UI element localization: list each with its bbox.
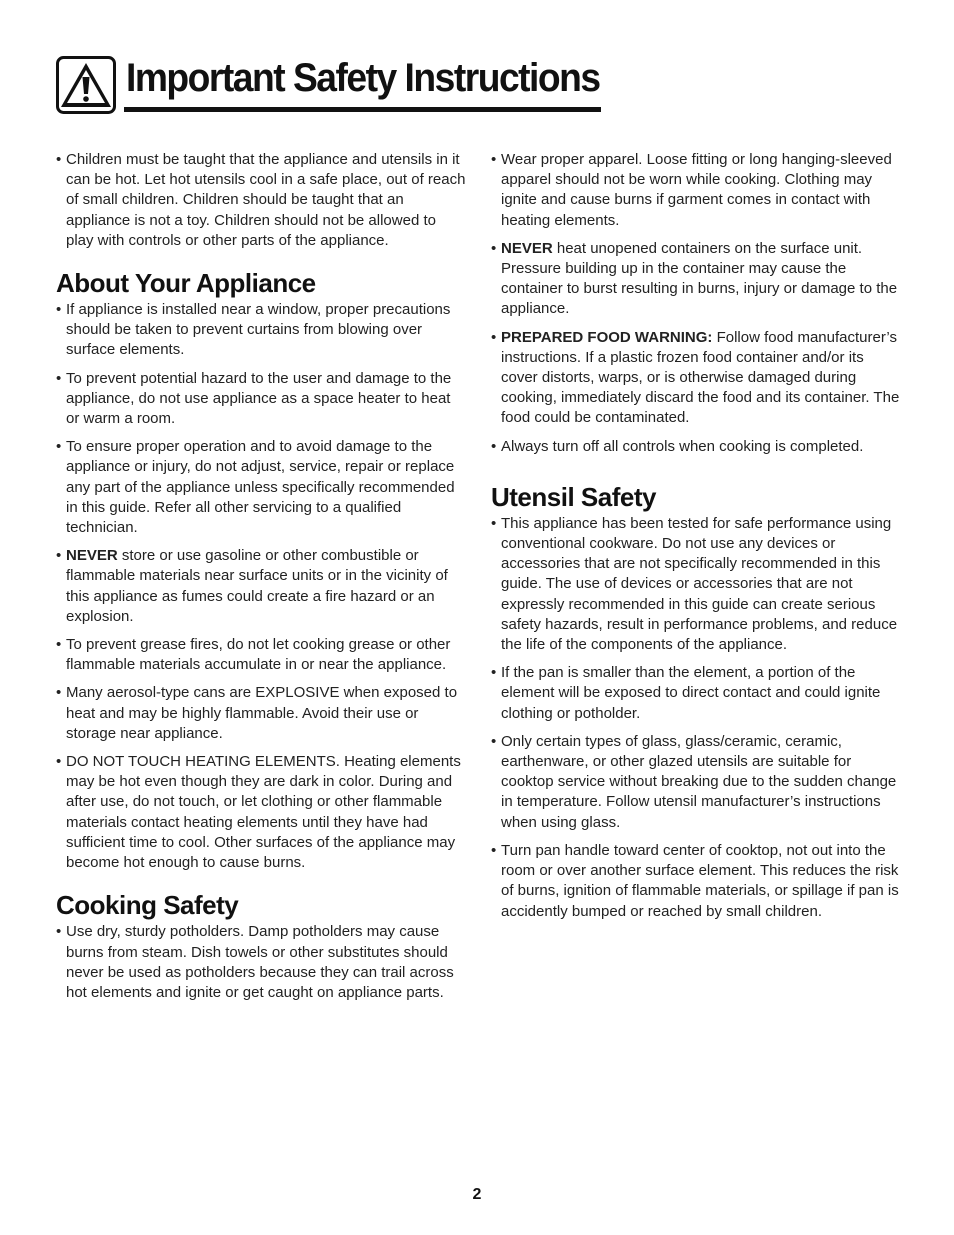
cooking-bullet-list [56,922,466,1003]
list-item [491,150,901,231]
list-item [491,732,901,833]
list-item [56,635,466,675]
bullet-text: DO NOT TOUCH HEATING ELEMENTS. Heating elements may be hot even though they are dark in color. During and after use, do not touch, or let clothing or other flammable materials contact heating elements until they have had sufficient time to cool. Other surfaces of the appliance may become hot enough to cause burns. [66,753,461,872]
bullet-emphasis: PREPARED FOOD WARNING: [501,328,713,346]
utensil-bullet-list [491,514,901,922]
section-title-about: About Your Appliance [56,268,316,299]
bullet-text: Turn pan handle toward center of cooktop, not out into the room or over another surface element. This reduces the risk of burns, ignition of flammable materials, or spillage if pan is accidently bumped or reached by small children. [501,841,899,920]
section-title-cooking: Cooking Safety [56,890,239,921]
bullet-text: To ensure proper operation and to avoid damage to the appliance or injury, do not adjust, service, repair or replace any part of the appliance unless specifically recommended in this guide. Refer all other servicing to a qualified technician. [66,438,455,537]
intro-bullet-list [56,150,466,251]
bullet-text: If appliance is installed near a window, proper precautions should be taken to prevent curtains from blowing over surface elements. [66,301,451,359]
list-item [56,752,466,873]
list-item [491,239,901,320]
warning-exclamation-icon [56,56,116,114]
bullet-text: Use dry, sturdy potholders. Damp potholders may cause burns from steam. Dish towels or other substitutes should never be used as potholders because they can trail across hot elements and ignite or get caught on appliance parts. [66,923,454,1001]
bullet-text: Children must be taught that the appliance and utensils in it can be hot. Let hot utensils cool in a safe place, out of reach of small children. Children should be taught that an appliance is not a toy. Children should not be allowed to play with controls or other parts of the appliance. [66,151,466,249]
right-column [491,150,901,930]
bullet-emphasis: NEVER [501,239,553,257]
bullet-text: To prevent grease fires, do not let cooking grease or other flammable materials accumulate in or near the appliance. [66,636,451,674]
bullet-text: Only certain types of glass, glass/ceramic, ceramic, earthenware, or other glazed utensils are suitable for cooktop service without breaking due to the sudden change in temperature. Follow utensil manufacturer’s instructions when using glass. [501,732,897,831]
bullet-text: This appliance has been tested for safe performance using conventional cookware. Do not use any devices or accessories that are not specifically recommended in this guide. The use of devices or accessories that are not expressly recommended in this guide can create serious safety hazards, result in performance problems, and reduce the life of the components of the appliance. [501,514,898,654]
section-title-utensil: Utensil Safety [491,481,656,512]
page-header [56,52,601,116]
bullet-text: Always turn off all controls when cooking is completed. [501,437,864,455]
list-item [491,437,901,457]
list-item [56,683,466,744]
bullet-text: Follow food manufacturer’s instructions. If a plastic frozen food container and/or its cover distorts, warps, or is otherwise damaged during cooking, immediately discard the food and its container. The food could be contaminated. [501,328,900,427]
about-bullet-list [56,300,466,873]
bullet-text: Many aerosol-type cans are EXPLOSIVE when exposed to heat and may be highly flammable. Avoid their use or storage near appliance. [66,684,458,742]
list-item [491,841,901,922]
bullet-text: If the pan is smaller than the element, a portion of the element will be exposed to direct contact and could ignite clothing or potholder. [501,664,881,722]
list-item [491,328,901,429]
list-item [56,437,466,538]
bullet-text: heat unopened containers on the surface unit. Pressure building up in the container may cause the container to burst resulting in burns, injury or damage to the appliance. [501,239,898,318]
list-item [56,546,466,627]
right-intro-bullet-list [491,150,901,457]
list-item [56,300,466,361]
bullet-text: To prevent potential hazard to the user and damage to the appliance, do not use appliance as a space heater to heat or warm a room. [66,369,452,428]
bullet-emphasis: NEVER [66,547,118,565]
list-item [56,369,466,430]
bullet-text: store or use gasoline or other combustible or flammable materials near surface units or in the vicinity of this appliance as fumes could create a fire hazard or an explosion. [66,547,448,625]
title-underline [124,107,601,112]
list-item [56,150,466,251]
list-item [56,922,466,1003]
page-title: Important Safety Instructions [126,56,600,100]
bullet-text: Wear proper apparel. Loose fitting or long hanging-sleeved apparel should not be worn while cooking. Clothing may ignite and cause burns if garment comes in contact with heating elements. [501,151,892,229]
list-item [491,663,901,724]
page-number: 2 [472,1186,482,1203]
left-column [56,150,466,1011]
list-item [491,514,901,655]
